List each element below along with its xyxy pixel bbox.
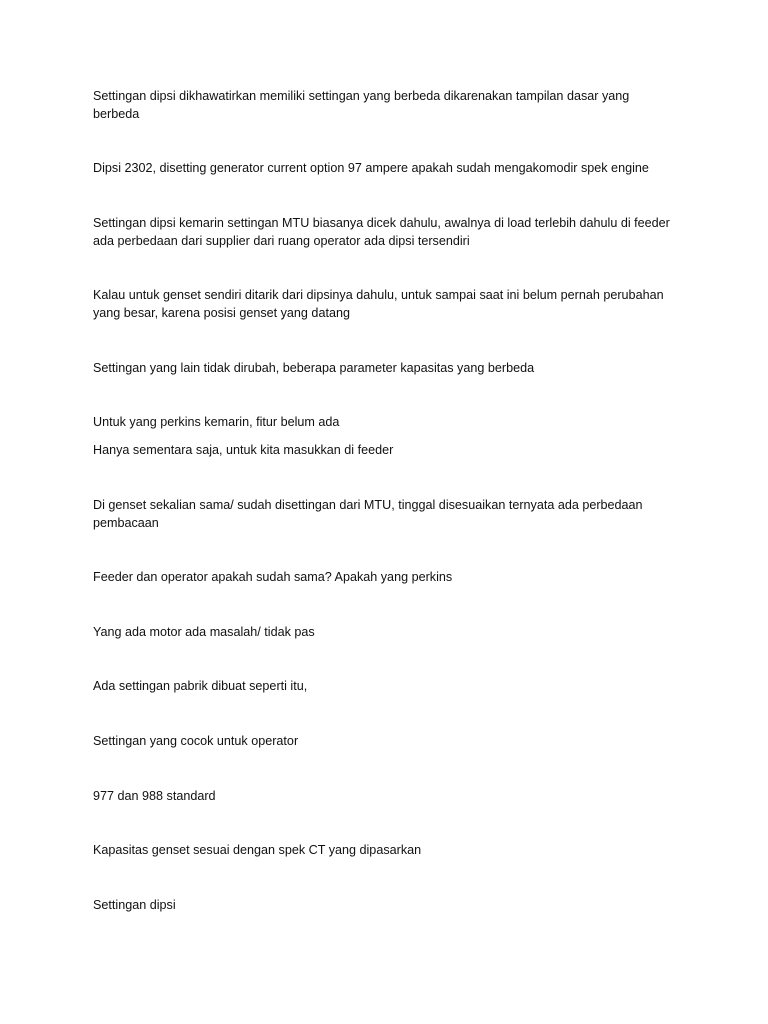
paragraph-7: Hanya sementara saja, untuk kita masukkan di feeder [93, 443, 394, 457]
paragraph-2: Dipsi 2302, disetting generator current option 97 ampere apakah sudah mengakomodir spek engine [93, 161, 649, 175]
paragraph-9: Feeder dan operator apakah sudah sama? Apakah yang perkins [93, 570, 453, 584]
paragraph-1: Settingan dipsi dikhawatirkan memiliki settingan yang berbeda dikarenakan tampilan dasar yang berbeda [93, 89, 630, 121]
paragraph-8: Di genset sekalian sama/ sudah disettingan dari MTU, tinggal disesuaikan ternyata ada perbedaan pembacaan [93, 498, 643, 530]
paragraph-12: Settingan yang cocok untuk operator [93, 734, 299, 748]
paragraph-14: Kapasitas genset sesuai dengan spek CT yang dipasarkan [93, 843, 422, 857]
paragraph-10: Yang ada motor ada masalah/ tidak pas [93, 625, 315, 639]
paragraph-11: Ada settingan pabrik dibuat seperti itu, [93, 679, 308, 693]
paragraph-6: Untuk yang perkins kemarin, fitur belum ada [93, 415, 340, 429]
paragraph-4: Kalau untuk genset sendiri ditarik dari dipsinya dahulu, untuk sampai saat ini belum pernah perubahan yang besar, karena posisi genset yang datang [93, 288, 664, 320]
paragraph-5: Settingan yang lain tidak dirubah, beberapa parameter kapasitas yang berbeda [93, 361, 535, 375]
paragraph-15: Settingan dipsi [93, 898, 176, 912]
paragraph-13: 977 dan 988 standard [93, 789, 216, 803]
paragraph-3: Settingan dipsi kemarin settingan MTU biasanya dicek dahulu, awalnya di load terlebih dahulu di feeder ada perbedaan dari supplier dari ruang operator ada dipsi tersendiri [93, 216, 670, 248]
